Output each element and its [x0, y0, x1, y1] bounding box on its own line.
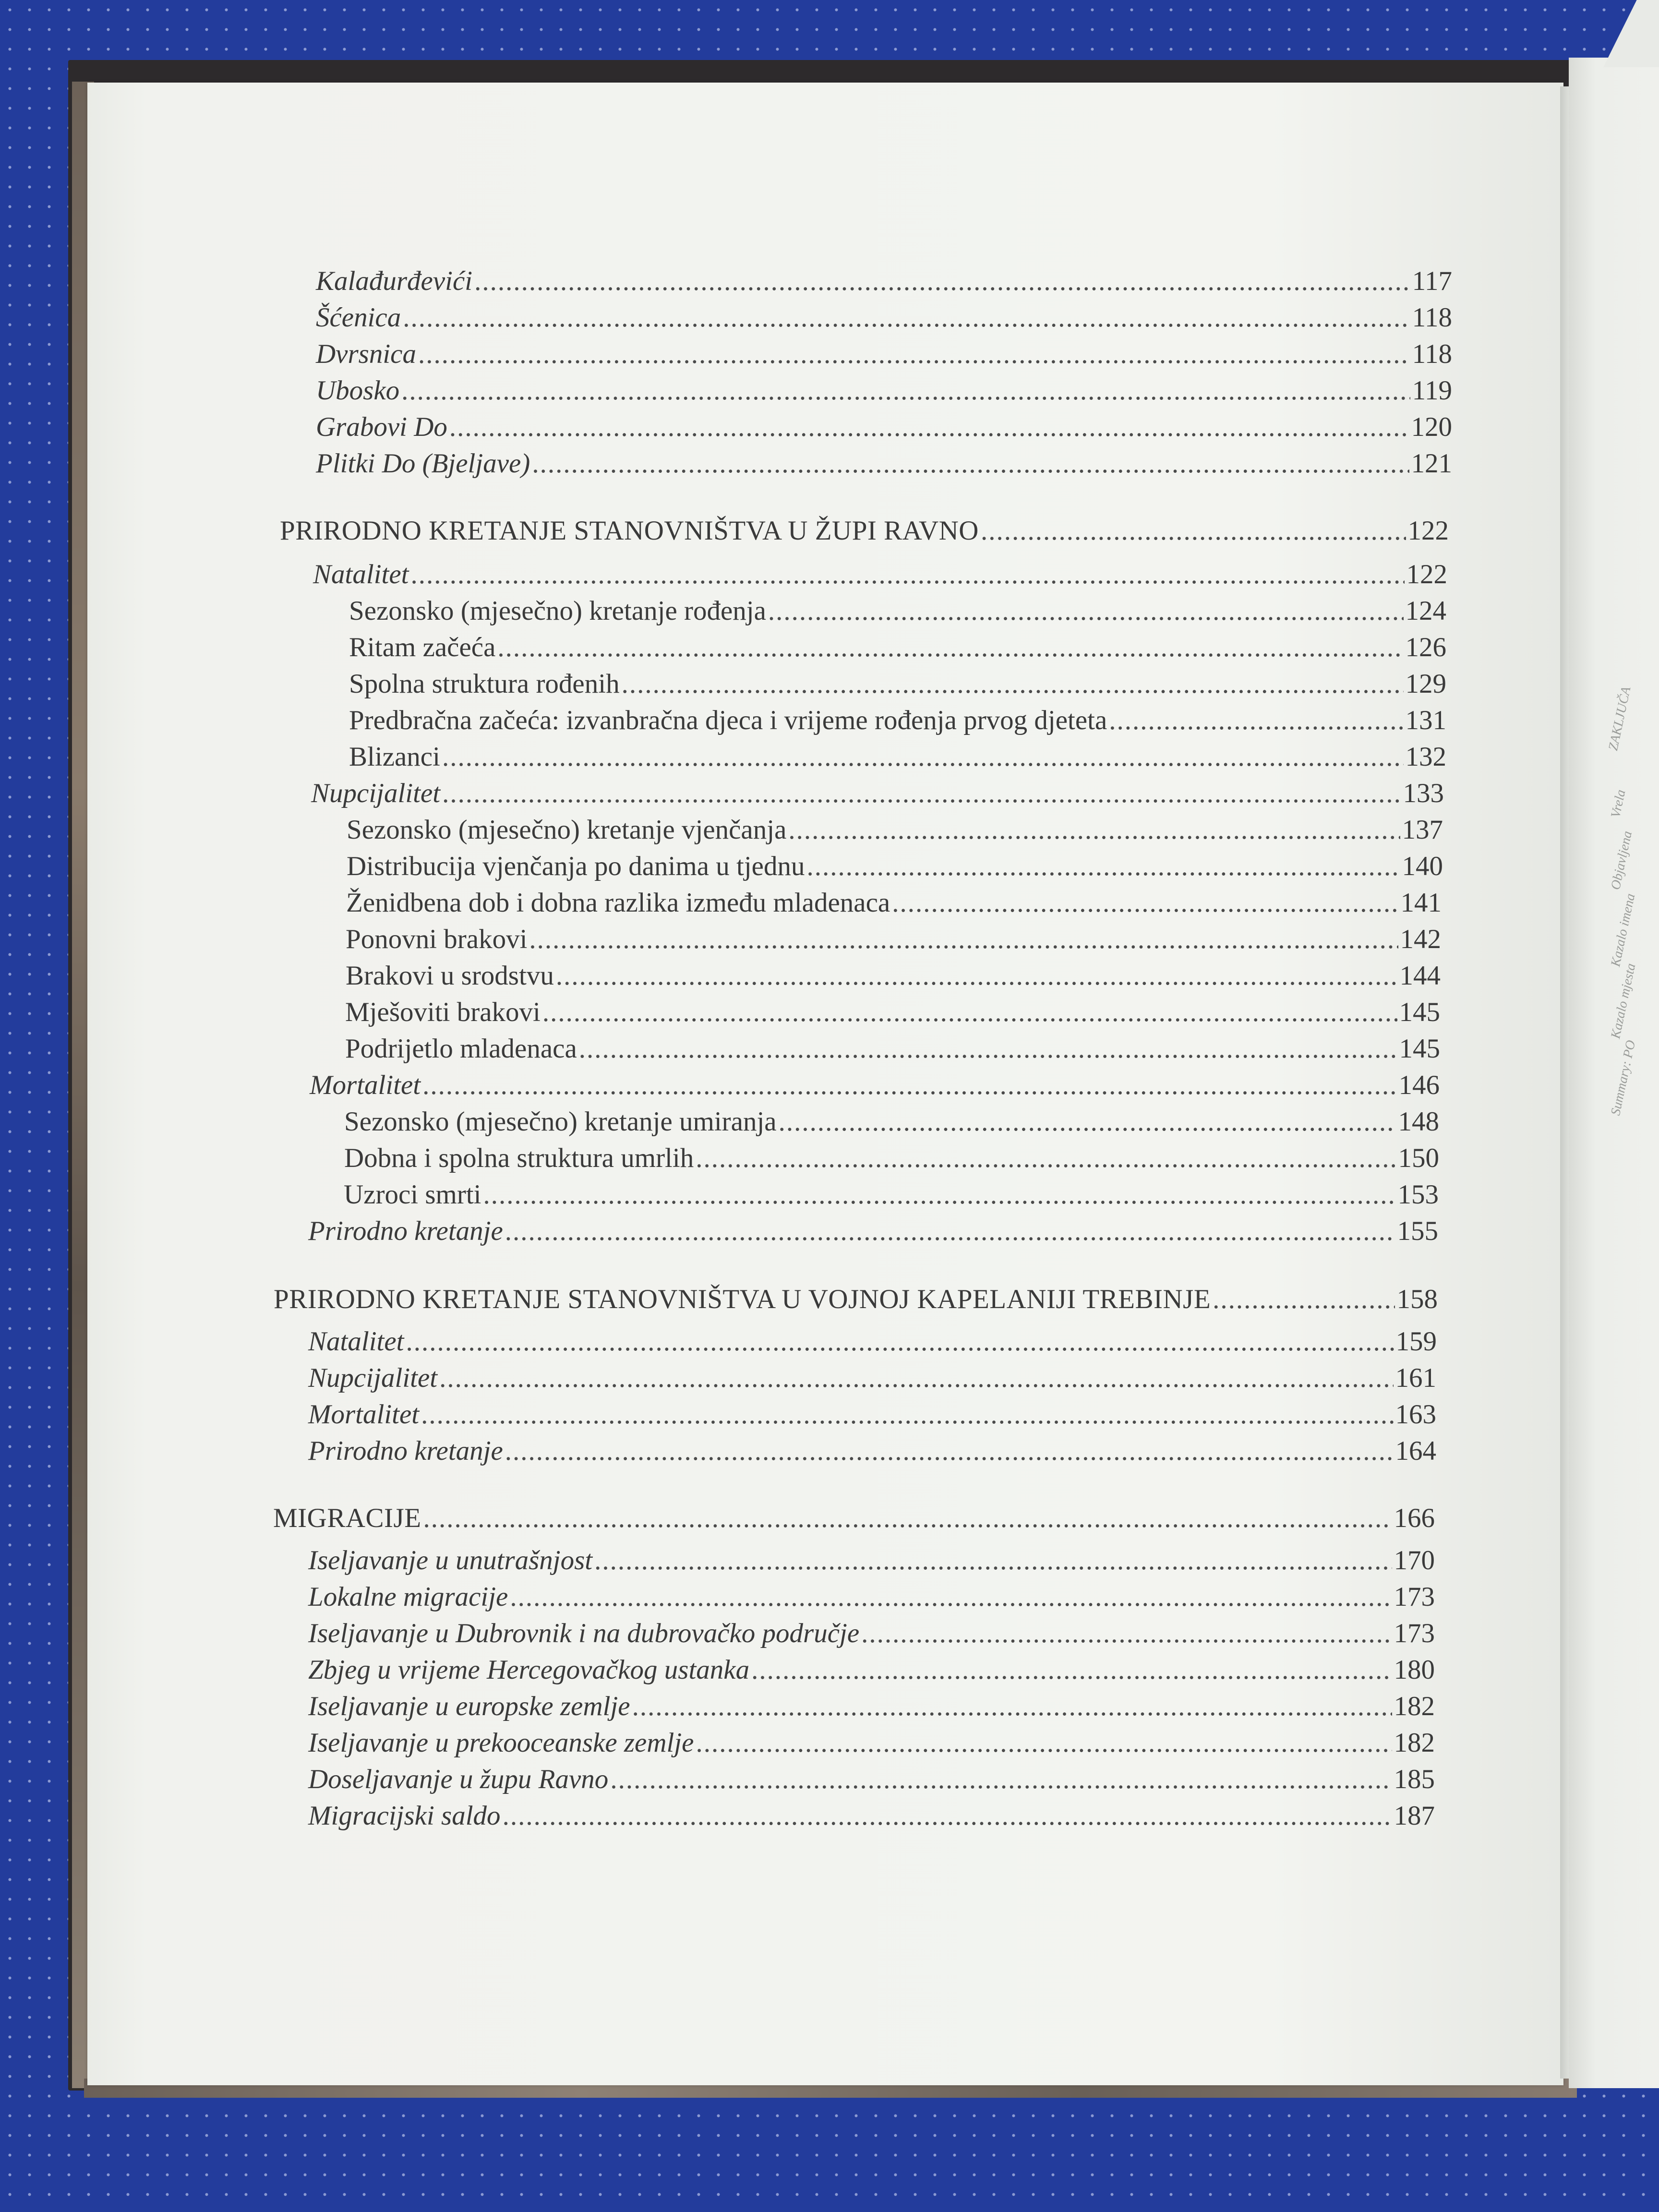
toc-subentry	[347, 850, 1443, 883]
toc-entry-page: 129	[1405, 669, 1446, 699]
toc-section-title: PRIRODNO KRETANJE STANOVNIŠTVA U ŽUPI RAVNO	[280, 516, 979, 546]
toc-entry-page: 146	[1398, 1070, 1440, 1100]
toc-subentry	[349, 740, 1446, 774]
leader-dots	[579, 1032, 1397, 1066]
leader-dots	[892, 886, 1398, 920]
toc-entry	[313, 558, 1447, 591]
toc-section-heading	[273, 1502, 1435, 1535]
leader-dots	[1213, 1283, 1395, 1316]
leader-dots	[406, 1325, 1394, 1358]
toc-entry-label: Mortalitet	[310, 1070, 421, 1100]
leader-dots	[503, 1799, 1392, 1833]
leader-dots	[497, 631, 1403, 664]
leader-dots	[411, 558, 1405, 591]
leader-dots	[505, 1434, 1394, 1468]
leader-dots	[542, 996, 1397, 1029]
toc-entry-label: Mortalitet	[308, 1399, 420, 1430]
leader-dots	[442, 777, 1401, 810]
toc-entry	[308, 1361, 1436, 1395]
toc-entry-label: Kalađurđevići	[316, 266, 473, 296]
toc-entry	[310, 1069, 1440, 1102]
toc-entry-page: 131	[1405, 705, 1446, 735]
leader-dots	[779, 1105, 1396, 1139]
toc-entry-label: Nupcijalitet	[311, 778, 441, 808]
toc-entry-label: Migracijski saldo	[308, 1801, 501, 1831]
toc-entry-label: Brakovi u srodstvu	[346, 961, 554, 991]
leader-dots	[439, 1361, 1393, 1395]
toc-subentry	[345, 1032, 1440, 1066]
leader-dots	[483, 1178, 1396, 1212]
leader-dots	[442, 740, 1404, 774]
toc-subentry	[344, 1178, 1439, 1212]
right-page-fragment: Vrela	[1608, 788, 1629, 819]
leader-dots	[610, 1763, 1392, 1796]
leader-dots	[622, 667, 1404, 701]
toc-entry	[308, 1544, 1435, 1577]
toc-entry-label: Iseljavanje u prekooceanske zemlje	[308, 1728, 694, 1758]
toc-entry-page: 148	[1398, 1106, 1439, 1137]
toc-subentry	[344, 1142, 1439, 1175]
toc-entry-label: Grabovi Do	[316, 412, 447, 442]
toc-entry	[308, 1799, 1435, 1833]
toc-entry-label: Predbračna začeća: izvanbračna djeca i vrijeme rođenja prvog djeteta	[349, 705, 1107, 735]
toc-entry	[308, 1653, 1435, 1687]
toc-entry	[308, 1690, 1435, 1723]
toc-entry-page: 137	[1402, 815, 1443, 845]
toc-entry-label: Podrijetlo mladenaca	[345, 1034, 577, 1064]
toc-entry-page: 173	[1394, 1582, 1435, 1612]
toc-subentry	[346, 923, 1441, 956]
toc-entry-page: 170	[1394, 1545, 1435, 1575]
toc-entry	[308, 1434, 1436, 1468]
toc-entry-page: 164	[1395, 1436, 1436, 1466]
toc-entry-label: Ženidbena dob i dobna razlika između mladenaca	[346, 888, 890, 918]
leader-dots	[505, 1214, 1395, 1248]
toc-entry-label: Spolna struktura rođenih	[349, 669, 620, 699]
right-page-fragment: Kazalo mjesta	[1608, 962, 1639, 1040]
toc-entry	[311, 777, 1444, 810]
toc-section-page: 158	[1396, 1284, 1438, 1314]
toc-subentry	[346, 959, 1441, 993]
toc-section-title: MIGRACIJE	[273, 1503, 421, 1533]
toc-subentry	[349, 667, 1446, 701]
toc-entry-page: 132	[1405, 742, 1446, 772]
toc-entry	[308, 1214, 1438, 1248]
toc-entry	[316, 301, 1452, 335]
toc-entry-page: 185	[1394, 1764, 1435, 1794]
toc-entry-label: Natalitet	[308, 1326, 404, 1357]
leader-dots	[401, 374, 1410, 408]
leader-dots	[529, 923, 1398, 956]
toc-subentry	[345, 996, 1440, 1029]
right-page-fragment: ZAKLJUČA	[1606, 685, 1634, 752]
toc-entry-label: Šćenica	[316, 302, 401, 333]
toc-section-page: 166	[1394, 1503, 1435, 1533]
leader-dots	[861, 1617, 1392, 1650]
toc-entry-page: 182	[1394, 1691, 1435, 1721]
right-page-fragment: Objavljena	[1608, 830, 1635, 891]
toc-entry	[308, 1726, 1435, 1760]
toc-entry-page: 126	[1405, 632, 1446, 662]
toc-subentry	[349, 704, 1446, 737]
leader-dots	[449, 410, 1409, 444]
leader-dots	[403, 301, 1410, 335]
toc-entry-page: 133	[1403, 778, 1444, 808]
leader-dots	[806, 850, 1400, 883]
toc-entry-label: Iseljavanje u unutrašnjost	[308, 1545, 593, 1575]
toc-entry-label: Uzroci smrti	[344, 1179, 481, 1210]
toc-entry	[308, 1763, 1435, 1796]
right-page-fragment: Summary: PO	[1608, 1039, 1639, 1117]
toc-entry-page: 182	[1394, 1728, 1435, 1758]
toc-entry-label: Ponovni brakovi	[346, 924, 528, 954]
toc-entry	[316, 374, 1452, 408]
toc-entry-label: Sezonsko (mjesečno) kretanje umiranja	[344, 1106, 777, 1137]
leader-dots	[768, 594, 1404, 628]
toc-section-heading	[280, 514, 1449, 548]
leader-dots	[632, 1690, 1392, 1723]
toc-entry-page: 140	[1402, 851, 1443, 881]
leader-dots	[474, 264, 1410, 298]
toc-entry-label: Doseljavanje u župu Ravno	[308, 1764, 609, 1794]
leader-dots	[510, 1580, 1392, 1614]
toc-entry-page: 141	[1400, 888, 1442, 918]
toc-subentry	[349, 631, 1446, 664]
toc-subentry	[344, 1105, 1439, 1139]
right-page-fragment: Kazalo imena	[1608, 892, 1638, 968]
leader-dots	[751, 1653, 1392, 1687]
toc-subentry	[346, 886, 1442, 920]
leader-dots	[696, 1726, 1392, 1760]
toc-entry-label: Iseljavanje u Dubrovnik i na dubrovačko područje	[308, 1618, 860, 1648]
toc-entry-label: Prirodno kretanje	[308, 1216, 503, 1246]
toc-entry-label: Plitki Do (Bjeljave)	[316, 448, 530, 479]
toc-entry-page: 145	[1399, 1034, 1440, 1064]
toc-entry-page: 117	[1412, 266, 1452, 296]
toc-entry-label: Sezonsko (mjesečno) kretanje rođenja	[349, 596, 766, 626]
toc-entry-label: Zbjeg u vrijeme Hercegovačkog ustanka	[308, 1655, 750, 1685]
toc-entry-label: Prirodno kretanje	[308, 1436, 503, 1466]
toc-entry-label: Lokalne migracije	[308, 1582, 508, 1612]
leader-dots	[421, 1398, 1393, 1431]
toc-section-heading	[274, 1283, 1438, 1316]
toc-entry-label: Sezonsko (mjesečno) kretanje vjenčanja	[347, 815, 787, 845]
toc-entry	[308, 1580, 1435, 1614]
leader-dots	[418, 337, 1410, 371]
toc-entry	[316, 337, 1452, 371]
toc-entry	[308, 1398, 1436, 1431]
toc-entry	[308, 1617, 1435, 1650]
toc-entry-label: Ubosko	[316, 375, 400, 406]
toc-entry-page: 161	[1395, 1363, 1436, 1393]
toc-entry-page: 142	[1400, 924, 1441, 954]
toc-entry-label: Dobna i spolna struktura umrlih	[344, 1143, 694, 1173]
leader-dots	[1109, 704, 1403, 737]
toc-entry-page: 187	[1394, 1801, 1435, 1831]
toc-entry	[308, 1325, 1437, 1358]
toc-section-title: PRIRODNO KRETANJE STANOVNIŠTVA U VOJNOJ KAPELANIJI TREBINJE	[274, 1284, 1211, 1314]
toc-entry-page: 122	[1406, 559, 1447, 589]
toc-entry-page: 118	[1412, 339, 1452, 369]
toc-entry-label: Ritam začeća	[349, 632, 496, 662]
toc-entry-label: Dvrsnica	[316, 339, 416, 369]
toc-section-page: 122	[1407, 516, 1449, 546]
toc-entry-page: 150	[1398, 1143, 1439, 1173]
toc-entry-label: Iseljavanje u europske zemlje	[308, 1691, 630, 1721]
toc-entry-label: Natalitet	[313, 559, 409, 589]
toc-entry-page: 124	[1405, 596, 1446, 626]
toc-entry-page: 173	[1394, 1618, 1435, 1648]
toc-subentry	[347, 813, 1443, 847]
toc-entry-page: 163	[1395, 1399, 1436, 1430]
toc-entry-page: 145	[1399, 997, 1440, 1027]
leader-dots	[556, 959, 1398, 993]
toc-entry-label: Distribucija vjenčanja po danima u tjednu	[347, 851, 805, 881]
leader-dots	[422, 1069, 1396, 1102]
toc-entry	[316, 264, 1452, 298]
toc-entry-page: 121	[1411, 448, 1452, 479]
leader-dots	[696, 1142, 1396, 1175]
toc-entry-page: 155	[1397, 1216, 1438, 1246]
toc-entry	[316, 447, 1452, 481]
leader-dots	[532, 447, 1409, 481]
toc-entry-label: Mješoviti brakovi	[345, 997, 541, 1027]
toc-entry-label: Nupcijalitet	[308, 1363, 438, 1393]
leader-dots	[788, 813, 1400, 847]
toc-entry	[316, 410, 1452, 444]
toc-entry-page: 120	[1411, 412, 1452, 442]
toc-entry-page: 118	[1412, 302, 1452, 333]
toc-entry-page: 119	[1412, 375, 1452, 406]
toc-subentry	[349, 594, 1446, 628]
leader-dots	[423, 1502, 1392, 1535]
toc-entry-page: 153	[1397, 1179, 1439, 1210]
toc-entry-page: 144	[1399, 961, 1441, 991]
toc-entry-page: 159	[1395, 1326, 1437, 1357]
toc-entry-page: 180	[1394, 1655, 1435, 1685]
toc-entry-label: Blizanci	[349, 742, 440, 772]
leader-dots	[981, 514, 1406, 548]
leader-dots	[594, 1544, 1392, 1577]
